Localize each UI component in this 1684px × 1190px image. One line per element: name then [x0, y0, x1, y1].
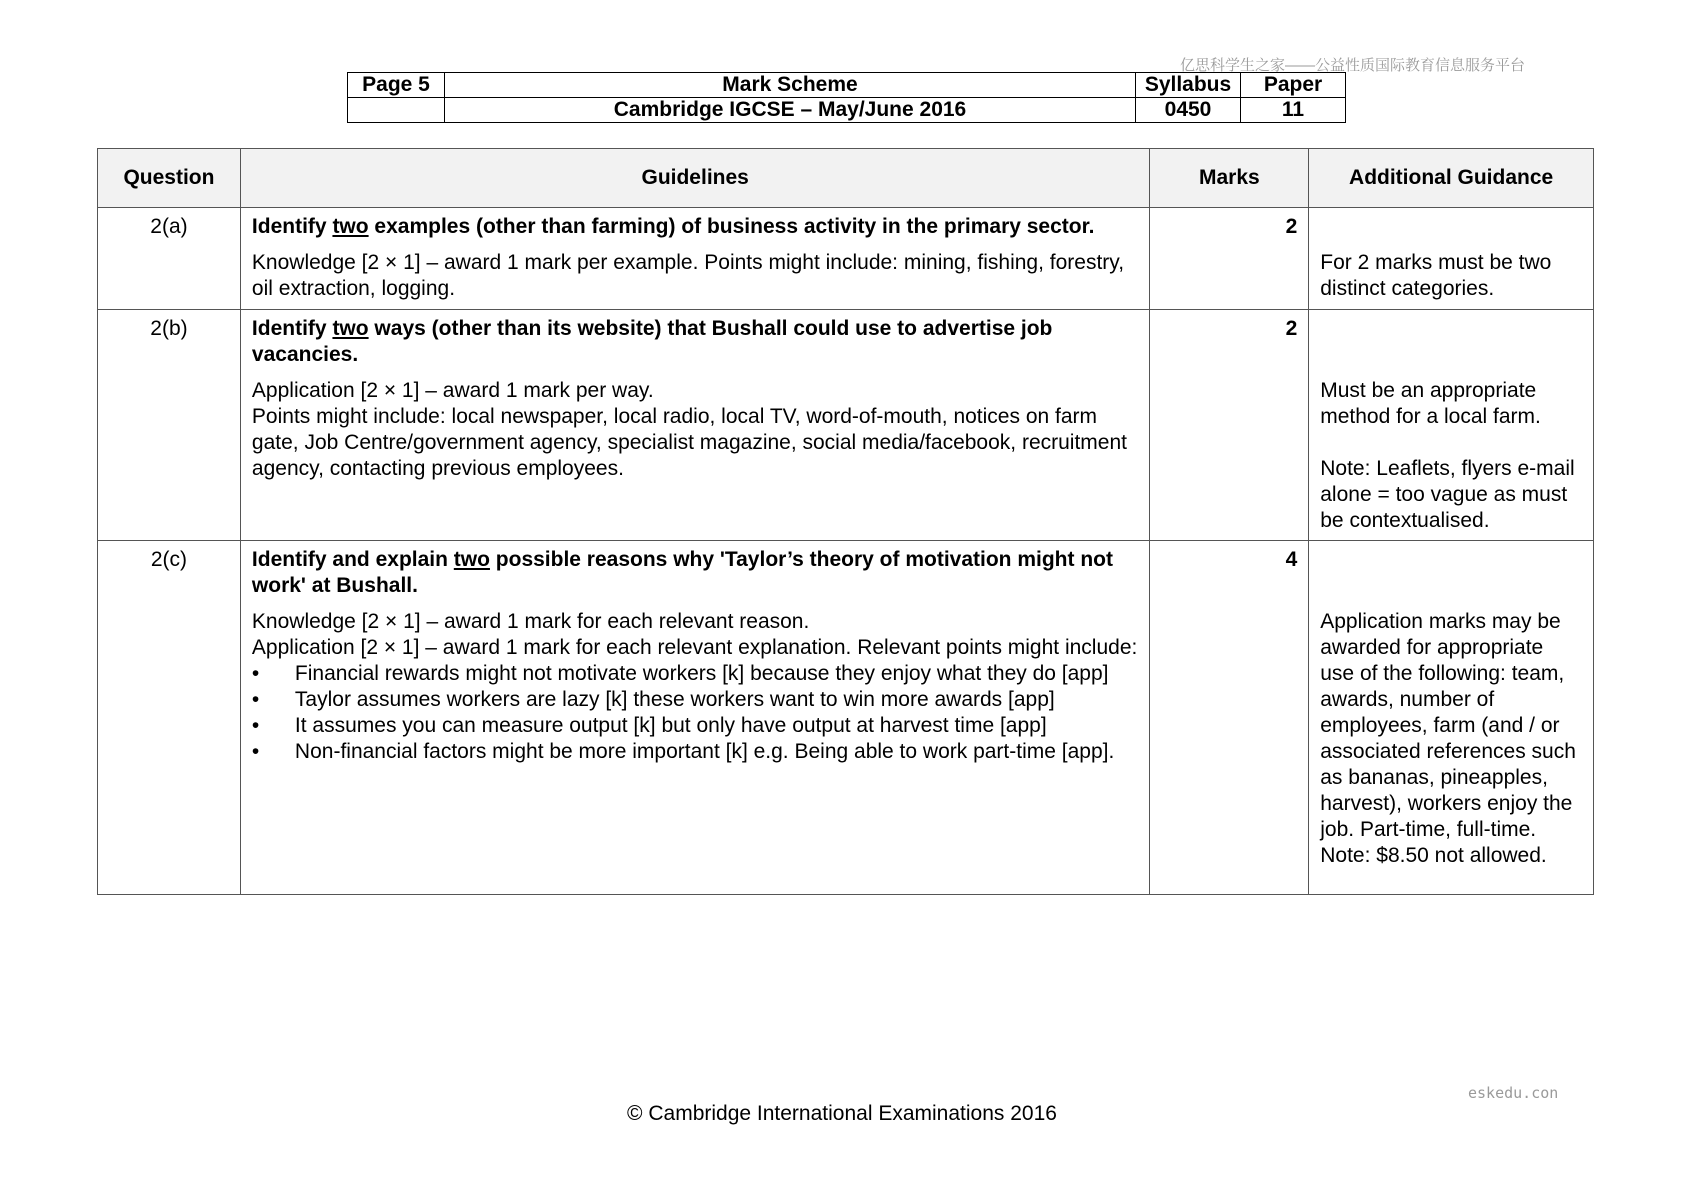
title-pre: Identify and explain — [251, 548, 454, 571]
point-text: Taylor assumes workers are lazy [k] these workers want to win more awards [app] — [294, 688, 1055, 711]
mark-scheme-table — [97, 148, 1594, 895]
question-title — [252, 316, 1139, 368]
guidelines-cell — [240, 208, 1150, 310]
watermark-top: 亿思科学生之家——公益性质国际教育信息服务平台 — [1180, 57, 1526, 74]
guideline-text: Knowledge [2 × 1] – award 1 mark for each relevant reason. — [251, 610, 810, 633]
bullet-icon: • — [251, 662, 260, 685]
title-pre: Identify — [251, 215, 333, 238]
list-item — [252, 713, 1139, 739]
bullet-icon: • — [251, 688, 260, 711]
header-syllabus: 0450 — [1136, 98, 1241, 123]
title-pre: Identify — [251, 317, 333, 340]
guidelines-cell — [240, 541, 1150, 895]
title-post: examples (other than farming) of business activity in the primary sector. — [368, 215, 1095, 238]
guideline-text: Points might include: local newspaper, local radio, local TV, word-of-mouth, notices on farm gate, Job Centre/government agency, specialist magazine, social media/facebook, recruitment agency, contacting previous employees. — [251, 405, 1127, 480]
guidance-text: Must be an appropriate method for a local farm. — [1320, 379, 1541, 428]
header-paper-label: Paper — [1241, 73, 1346, 98]
table-header-row — [98, 149, 1594, 208]
list-item — [252, 687, 1139, 713]
marks-value: 2 — [1150, 208, 1309, 310]
guidance-cell — [1309, 541, 1594, 895]
question-number: 2(c) — [98, 541, 241, 895]
table-row — [98, 208, 1594, 310]
list-item — [252, 739, 1139, 765]
title-underline: two — [453, 548, 490, 571]
bullet-icon: • — [251, 740, 260, 763]
footer-copyright: © Cambridge International Examinations 2016 — [627, 1102, 1057, 1125]
header-title: Mark Scheme — [445, 73, 1136, 98]
point-text: It assumes you can measure output [k] but only have output at harvest time [app] — [294, 714, 1047, 737]
col-marks: Marks — [1150, 149, 1309, 208]
guideline-text: Application [2 × 1] – award 1 mark for each relevant explanation. Relevant points might include: — [251, 636, 1138, 659]
point-text: Non-financial factors might be more important [k] e.g. Being able to work part-time [app]. — [294, 740, 1115, 763]
table-row — [98, 541, 1594, 895]
header-syllabus-label: Syllabus — [1136, 73, 1241, 98]
marks-value: 2 — [1150, 310, 1309, 541]
question-title — [252, 547, 1139, 599]
list-item — [252, 661, 1139, 687]
guideline-text: Application [2 × 1] – award 1 mark per way. — [251, 379, 654, 402]
col-guidance: Additional Guidance — [1309, 149, 1594, 208]
guidance-text: Note: Leaflets, flyers e-mail alone = too vague as must be contextualised. — [1320, 457, 1575, 532]
guidance-cell — [1309, 208, 1594, 310]
header-page: Page 5 — [348, 73, 445, 98]
col-question: Question — [98, 149, 241, 208]
guidance-cell — [1309, 310, 1594, 541]
header-table — [347, 72, 1346, 123]
header-paper: 11 — [1241, 98, 1346, 123]
question-title — [252, 214, 1139, 240]
guideline-text: Knowledge [2 × 1] – award 1 mark per example. Points might include: mining, fishing, forestry, oil extraction, logging. — [251, 251, 1125, 300]
table-row — [98, 310, 1594, 541]
point-text: Financial rewards might not motivate workers [k] because they enjoy what they do [app] — [294, 662, 1109, 685]
title-underline: two — [332, 317, 369, 340]
header-subtitle: Cambridge IGCSE – May/June 2016 — [445, 98, 1136, 123]
title-underline: two — [332, 215, 369, 238]
col-guidelines: Guidelines — [240, 149, 1150, 208]
guidance-text: Note: $8.50 not allowed. — [1320, 844, 1547, 867]
question-number: 2(b) — [98, 310, 241, 541]
title-post: ways (other than its website) that Bushall could use to advertise job vacancies. — [251, 317, 1053, 366]
points-list — [252, 661, 1139, 765]
title-post: possible reasons why 'Taylor’s theory of motivation might not work' at Bushall. — [251, 548, 1113, 597]
guidelines-cell — [240, 310, 1150, 541]
bullet-icon: • — [251, 714, 260, 737]
watermark-bottom: eskedu.con — [1468, 1084, 1559, 1102]
question-number: 2(a) — [98, 208, 241, 310]
header-empty — [348, 98, 445, 123]
guidance-text: For 2 marks must be two distinct categories. — [1320, 251, 1552, 300]
marks-value: 4 — [1150, 541, 1309, 895]
guidance-text: Application marks may be awarded for appropriate use of the following: team, awards, number of employees, farm (and / or associated references such as bananas, pineapples, harvest), workers enjoy the job. Part-time, full-time. — [1320, 610, 1576, 841]
